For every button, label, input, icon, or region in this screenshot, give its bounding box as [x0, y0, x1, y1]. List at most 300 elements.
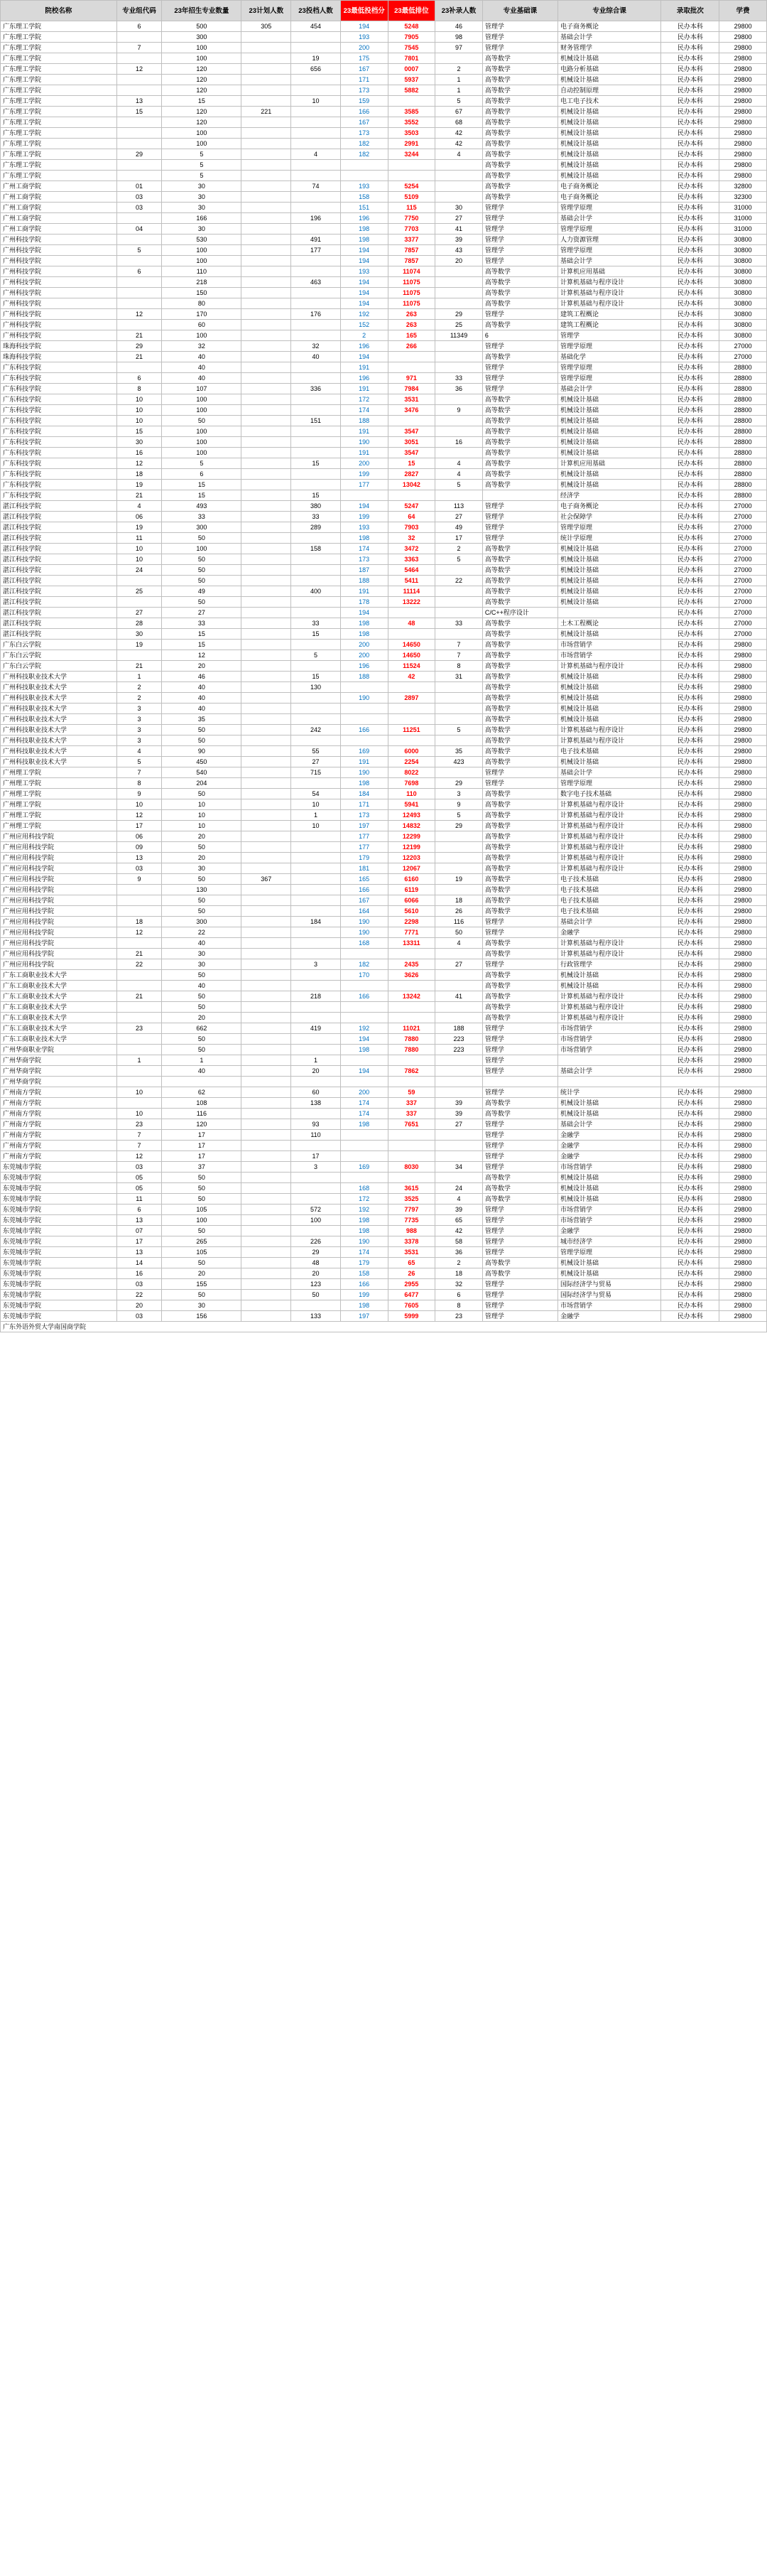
cell-fee: 29800	[719, 757, 767, 767]
cell-low: 181	[340, 863, 388, 874]
cell-plan	[241, 544, 291, 554]
cell-low: 171	[340, 799, 388, 810]
cell-rank: 5254	[388, 181, 435, 192]
cell-tou	[291, 565, 341, 576]
cell-rank: 7651	[388, 1119, 435, 1130]
cell-sub: 高等数学	[482, 128, 557, 139]
table-row	[1, 885, 767, 895]
table-row	[1, 288, 767, 298]
cell-low: 196	[340, 661, 388, 672]
cell-plan23: 100	[162, 256, 241, 266]
cell-bu	[435, 949, 483, 959]
cell-plan	[241, 917, 291, 927]
cell-school: 广州应用科技学院	[1, 853, 117, 863]
cell-code	[116, 650, 162, 661]
table-row	[1, 21, 767, 32]
cell-rank: 7771	[388, 927, 435, 938]
cell-tou	[291, 320, 341, 330]
cell-level: 民办本科	[661, 682, 719, 693]
cell-fee: 29800	[719, 1226, 767, 1236]
cell-school: 东莞城市学院	[1, 1268, 117, 1279]
cell-tou	[291, 469, 341, 480]
cell-bu: 41	[435, 224, 483, 235]
table-row	[1, 1109, 767, 1119]
cell-zh: 计算机基础与程序设计	[557, 298, 660, 309]
cell-low: 171	[340, 75, 388, 85]
cell-fee: 29800	[719, 1236, 767, 1247]
cell-code: 6	[116, 266, 162, 277]
cell-bu	[435, 352, 483, 362]
cell-school: 东莞城市学院	[1, 1162, 117, 1173]
cell-low: 173	[340, 128, 388, 139]
cell-low: 170	[340, 970, 388, 981]
cell-school: 东莞城市学院	[1, 1173, 117, 1183]
cell-sub: 管理学	[482, 767, 557, 778]
cell-level: 民办本科	[661, 640, 719, 650]
cell-code: 2	[116, 682, 162, 693]
cell-level: 民办本科	[661, 672, 719, 682]
cell-plan23: 46	[162, 672, 241, 682]
cell-sub: 高等数学	[482, 949, 557, 959]
cell-fee: 29800	[719, 959, 767, 970]
cell-plan	[241, 149, 291, 160]
cell-low	[340, 1013, 388, 1023]
table-row	[1, 576, 767, 586]
cell-sub: 高等数学	[482, 618, 557, 629]
cell-sub: 高等数学	[482, 416, 557, 426]
table-row	[1, 139, 767, 149]
cell-tou	[291, 1141, 341, 1151]
cell-school: 广州理工学院	[1, 821, 117, 831]
cell-low: 165	[340, 874, 388, 885]
table-row	[1, 767, 767, 778]
cell-school: 湛江科技学院	[1, 512, 117, 522]
cell-sub: 高等数学	[482, 895, 557, 906]
cell-level: 民办本科	[661, 149, 719, 160]
cell-code	[116, 362, 162, 373]
cell-code: 03	[116, 1279, 162, 1290]
cell-low	[340, 1002, 388, 1013]
cell-rank: 988	[388, 1226, 435, 1236]
cell-low: 199	[340, 512, 388, 522]
cell-low: 198	[340, 1119, 388, 1130]
cell-sub: 高等数学	[482, 1098, 557, 1109]
cell-fee: 29800	[719, 85, 767, 96]
cell-tou	[291, 906, 341, 917]
cell-plan	[241, 949, 291, 959]
cell-low: 169	[340, 1162, 388, 1173]
cell-fee: 29800	[719, 64, 767, 75]
cell-plan23: 120	[162, 64, 241, 75]
cell-sub: 管理学	[482, 256, 557, 266]
cell-rank: 5941	[388, 799, 435, 810]
cell-fee: 29800	[719, 991, 767, 1002]
cell-fee: 29800	[719, 139, 767, 149]
cell-sub: 高等数学	[482, 75, 557, 85]
cell-plan	[241, 629, 291, 640]
table-row	[1, 416, 767, 426]
cell-level: 民办本科	[661, 1045, 719, 1055]
cell-school: 湛江科技学院	[1, 522, 117, 533]
cell-bu	[435, 704, 483, 714]
cell-code: 21	[116, 661, 162, 672]
cell-bu	[435, 981, 483, 991]
cell-rank: 2298	[388, 917, 435, 927]
cell-code: 4	[116, 746, 162, 757]
table-row	[1, 480, 767, 490]
table-row	[1, 43, 767, 53]
cell-rank: 7750	[388, 213, 435, 224]
cell-bu: 35	[435, 746, 483, 757]
cell-fee: 27000	[719, 565, 767, 576]
cell-zh: 机械设计基础	[557, 128, 660, 139]
cell-bu: 4	[435, 149, 483, 160]
cell-school: 广东工商职业技术大学	[1, 970, 117, 981]
cell-tou	[291, 853, 341, 863]
cell-school: 广州工商学院	[1, 213, 117, 224]
cell-tou	[291, 117, 341, 128]
cell-rank: 3051	[388, 437, 435, 448]
cell-sub: 管理学	[482, 1226, 557, 1236]
table-row	[1, 746, 767, 757]
cell-tou: 130	[291, 682, 341, 693]
cell-low: 194	[340, 1034, 388, 1045]
cell-school: 广州华商学院	[1, 1077, 117, 1087]
cell-level: 民办本科	[661, 1236, 719, 1247]
cell-rank: 3547	[388, 448, 435, 458]
table-row	[1, 959, 767, 970]
cell-school: 广州科技学院	[1, 309, 117, 320]
cell-low: 192	[340, 1023, 388, 1034]
cell-level: 民办本科	[661, 1034, 719, 1045]
cell-level: 民办本科	[661, 21, 719, 32]
cell-plan	[241, 565, 291, 576]
cell-tou	[291, 330, 341, 341]
cell-plan	[241, 160, 291, 171]
table-row	[1, 362, 767, 373]
cell-code	[116, 128, 162, 139]
cell-plan	[241, 512, 291, 522]
cell-level: 民办本科	[661, 501, 719, 512]
cell-rank	[388, 949, 435, 959]
cell-low: 194	[340, 256, 388, 266]
cell-school: 广东科技学院	[1, 469, 117, 480]
table-body	[1, 21, 767, 1332]
cell-fee: 29800	[719, 1300, 767, 1311]
cell-code: 3	[116, 714, 162, 725]
cell-rank: 12299	[388, 831, 435, 842]
cell-code: 13	[116, 1215, 162, 1226]
table-row	[1, 469, 767, 480]
cell-zh: 计算机基础与程序设计	[557, 991, 660, 1002]
cell-code	[116, 970, 162, 981]
cell-rank: 59	[388, 1087, 435, 1098]
cell-bu	[435, 767, 483, 778]
cell-code: 21	[116, 490, 162, 501]
cell-plan	[241, 1205, 291, 1215]
cell-level: 民办本科	[661, 1087, 719, 1098]
cell-tou: 50	[291, 1290, 341, 1300]
cell-sub: 高等数学	[482, 288, 557, 298]
cell-code: 17	[116, 1236, 162, 1247]
cell-rank	[388, 629, 435, 640]
cell-plan	[241, 725, 291, 735]
cell-tou: 123	[291, 1279, 341, 1290]
cell-plan23: 10	[162, 821, 241, 831]
cell-code: 07	[116, 1226, 162, 1236]
cell-sub: 高等数学	[482, 789, 557, 799]
cell-code	[116, 320, 162, 330]
cell-bu: 97	[435, 43, 483, 53]
cell-low: 184	[340, 789, 388, 799]
cell-tou	[291, 1002, 341, 1013]
cell-level: 民办本科	[661, 1173, 719, 1183]
cell-fee: 29800	[719, 714, 767, 725]
cell-low: 190	[340, 693, 388, 704]
cell-bu: 41	[435, 991, 483, 1002]
cell-level: 民办本科	[661, 458, 719, 469]
cell-zh: 市场营销学	[557, 640, 660, 650]
cell-zh: 国际经济学与贸易	[557, 1279, 660, 1290]
cell-level: 民办本科	[661, 1258, 719, 1268]
cell-level: 民办本科	[661, 757, 719, 767]
cell-tou: 463	[291, 277, 341, 288]
cell-zh: 机械设计基础	[557, 981, 660, 991]
cell-rank	[388, 160, 435, 171]
cell-code	[116, 256, 162, 266]
cell-bu: 25	[435, 320, 483, 330]
cell-fee: 29800	[719, 1130, 767, 1141]
cell-rank: 6477	[388, 1290, 435, 1300]
cell-plan23: 50	[162, 874, 241, 885]
cell-plan	[241, 799, 291, 810]
cell-plan23: 156	[162, 1311, 241, 1322]
cell-level: 民办本科	[661, 75, 719, 85]
cell-level: 民办本科	[661, 352, 719, 362]
cell-tou: 33	[291, 512, 341, 522]
cell-rank: 11114	[388, 586, 435, 597]
table-row	[1, 842, 767, 853]
table-row	[1, 789, 767, 799]
cell-sub: 高等数学	[482, 160, 557, 171]
cell-code: 8	[116, 384, 162, 394]
cell-school: 东莞城市学院	[1, 1194, 117, 1205]
cell-low: 151	[340, 203, 388, 213]
cell-bu	[435, 885, 483, 895]
cell-code: 12	[116, 64, 162, 75]
cell-low: 198	[340, 618, 388, 629]
cell-plan23: 33	[162, 512, 241, 522]
table-row	[1, 373, 767, 384]
cell-tou	[291, 480, 341, 490]
cell-plan23: 10	[162, 810, 241, 821]
cell-school: 广东工商职业技术大学	[1, 1002, 117, 1013]
cell-sub: 高等数学	[482, 810, 557, 821]
cell-school: 东莞城市学院	[1, 1205, 117, 1215]
cell-plan23: 50	[162, 533, 241, 544]
col-header-comprehensive-course: 专业综合课	[557, 1, 660, 21]
cell-bu: 27	[435, 512, 483, 522]
cell-tou: 656	[291, 64, 341, 75]
cell-school: 广州应用科技学院	[1, 949, 117, 959]
cell-rank: 11075	[388, 277, 435, 288]
cell-plan23: 17	[162, 1151, 241, 1162]
cell-zh: 基础会计学	[557, 384, 660, 394]
cell-bu: 29	[435, 309, 483, 320]
cell-plan23: 15	[162, 96, 241, 107]
table-row	[1, 981, 767, 991]
cell-bu	[435, 192, 483, 203]
cell-low: 158	[340, 192, 388, 203]
cell-code: 01	[116, 181, 162, 192]
table-row	[1, 725, 767, 735]
cell-zh: 市场营销学	[557, 1300, 660, 1311]
cell-level: 民办本科	[661, 384, 719, 394]
cell-bu	[435, 426, 483, 437]
table-row	[1, 874, 767, 885]
cell-rank: 13311	[388, 938, 435, 949]
cell-plan	[241, 1077, 291, 1087]
cell-plan23: 265	[162, 1236, 241, 1247]
cell-bu	[435, 266, 483, 277]
cell-plan	[241, 43, 291, 53]
cell-plan23: 100	[162, 394, 241, 405]
cell-tou	[291, 704, 341, 714]
cell-fee: 29800	[719, 160, 767, 171]
cell-sub: 高等数学	[482, 266, 557, 277]
cell-level: 民办本科	[661, 842, 719, 853]
cell-fee: 29800	[719, 682, 767, 693]
cell-plan23: 50	[162, 1183, 241, 1194]
cell-tou: 133	[291, 1311, 341, 1322]
cell-low: 194	[340, 1066, 388, 1077]
cell-low: 199	[340, 469, 388, 480]
cell-plan23: 100	[162, 139, 241, 149]
cell-code: 10	[116, 554, 162, 565]
cell-plan23: 60	[162, 320, 241, 330]
cell-fee: 29800	[719, 128, 767, 139]
cell-tou: 10	[291, 96, 341, 107]
cell-rank: 11524	[388, 661, 435, 672]
cell-sub: 管理学	[482, 959, 557, 970]
cell-fee: 29800	[719, 810, 767, 821]
cell-level: 民办本科	[661, 213, 719, 224]
cell-bu	[435, 608, 483, 618]
cell-rank: 12493	[388, 810, 435, 821]
cell-plan23: 62	[162, 1087, 241, 1098]
cell-code: 03	[116, 192, 162, 203]
cell-zh: 计算机基础与程序设计	[557, 799, 660, 810]
cell-bu: 36	[435, 384, 483, 394]
table-row	[1, 1268, 767, 1279]
cell-code: 10	[116, 1109, 162, 1119]
cell-plan	[241, 192, 291, 203]
cell-fee: 29800	[719, 1087, 767, 1098]
table-row	[1, 618, 767, 629]
cell-plan	[241, 842, 291, 853]
cell-bu	[435, 160, 483, 171]
cell-fee: 28800	[719, 480, 767, 490]
cell-low	[340, 714, 388, 725]
cell-level: 民办本科	[661, 512, 719, 522]
cell-rank	[388, 1013, 435, 1023]
cell-plan	[241, 405, 291, 416]
cell-school: 广州南方学院	[1, 1151, 117, 1162]
cell-zh: 经济学	[557, 490, 660, 501]
cell-fee: 29800	[719, 970, 767, 981]
cell-low: 190	[340, 917, 388, 927]
cell-rank: 337	[388, 1109, 435, 1119]
cell-bu: 18	[435, 1268, 483, 1279]
cell-plan23: 40	[162, 1066, 241, 1077]
cell-sub: 高等数学	[482, 352, 557, 362]
cell-tou	[291, 533, 341, 544]
cell-plan23: 20	[162, 831, 241, 842]
cell-code: 27	[116, 608, 162, 618]
cell-fee: 29800	[719, 735, 767, 746]
cell-bu: 30	[435, 203, 483, 213]
cell-code: 15	[116, 107, 162, 117]
cell-tou: 3	[291, 959, 341, 970]
cell-plan: 221	[241, 107, 291, 117]
cell-sub: 管理学	[482, 1151, 557, 1162]
cell-sub: 高等数学	[482, 735, 557, 746]
cell-plan	[241, 469, 291, 480]
cell-sub: 管理学	[482, 1279, 557, 1290]
cell-level: 民办本科	[661, 810, 719, 821]
cell-sub: 高等数学	[482, 1173, 557, 1183]
cell-plan23: 5	[162, 149, 241, 160]
cell-low: 198	[340, 1045, 388, 1055]
cell-level: 民办本科	[661, 895, 719, 906]
cell-low: 194	[340, 501, 388, 512]
cell-plan23: 15	[162, 629, 241, 640]
cell-sub: 高等数学	[482, 597, 557, 608]
cell-sub: 管理学	[482, 21, 557, 32]
cell-bu	[435, 394, 483, 405]
table-row	[1, 1162, 767, 1173]
cell-code: 29	[116, 341, 162, 352]
cell-sub: 管理学	[482, 501, 557, 512]
cell-zh: 基础化学	[557, 352, 660, 362]
cell-low	[340, 682, 388, 693]
cell-rank: 5464	[388, 565, 435, 576]
cell-plan	[241, 1194, 291, 1205]
cell-tou: 380	[291, 501, 341, 512]
cell-zh: 机械设计基础	[557, 1183, 660, 1194]
cell-low: 193	[340, 32, 388, 43]
cell-rank: 3585	[388, 107, 435, 117]
cell-zh: 机械设计基础	[557, 149, 660, 160]
cell-tou: 55	[291, 746, 341, 757]
cell-sub: 高等数学	[482, 426, 557, 437]
cell-rank: 2897	[388, 693, 435, 704]
cell-tou: 27	[291, 757, 341, 767]
cell-school: 广东工商职业技术大学	[1, 991, 117, 1002]
cell-zh: 电子商务概论	[557, 21, 660, 32]
cell-plan	[241, 554, 291, 565]
cell-zh: 金融学	[557, 1311, 660, 1322]
cell-school: 广东白云学院	[1, 661, 117, 672]
cell-code	[116, 298, 162, 309]
cell-school: 广东科技学院	[1, 490, 117, 501]
cell-low: 198	[340, 1226, 388, 1236]
cell-tou	[291, 693, 341, 704]
cell-fee: 29800	[719, 1002, 767, 1013]
table-row	[1, 757, 767, 767]
cell-plan	[241, 1034, 291, 1045]
cell-plan	[241, 266, 291, 277]
